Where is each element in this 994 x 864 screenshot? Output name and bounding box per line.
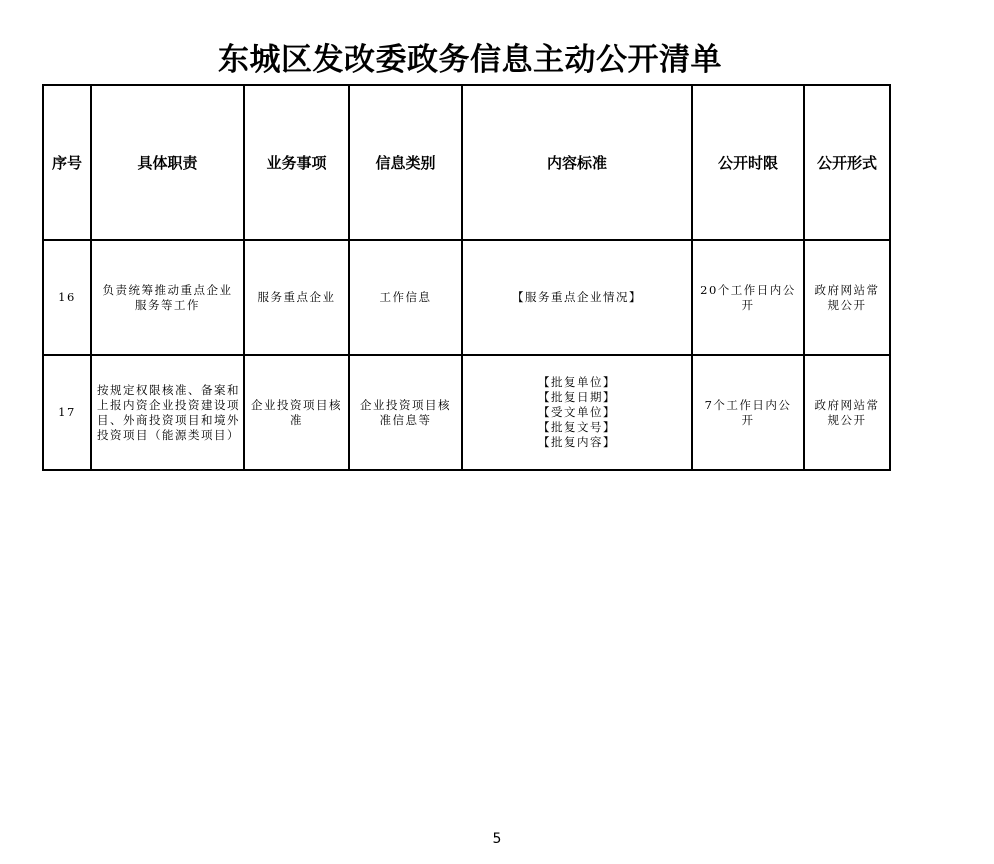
page-number: 5 bbox=[492, 831, 502, 847]
header-standard: 内容标准 bbox=[462, 85, 692, 240]
row-standard bbox=[462, 240, 692, 355]
standard-item: 【批复日期】 bbox=[538, 390, 616, 404]
table-row bbox=[43, 355, 890, 470]
header-matter: 业务事项 bbox=[244, 85, 349, 240]
header-category: 信息类别 bbox=[349, 85, 462, 240]
row-form: 政府网站常规公开 bbox=[804, 355, 890, 470]
row-deadline: 20个工作日内公开 bbox=[692, 240, 804, 355]
row-duty: 负责统筹推动重点企业服务等工作 bbox=[91, 240, 244, 355]
row-matter: 企业投资项目核准 bbox=[244, 355, 349, 470]
page-title: 东城区发改委政务信息主动公开清单 bbox=[218, 42, 722, 78]
row-category: 企业投资项目核准信息等 bbox=[349, 355, 462, 470]
disclosure-table bbox=[42, 84, 891, 471]
header-form: 公开形式 bbox=[804, 85, 890, 240]
row-deadline: 7个工作日内公开 bbox=[692, 355, 804, 470]
row-duty: 按规定权限核准、备案和上报内资企业投资建设项目、外商投资项目和境外投资项目（能源类项目） bbox=[91, 355, 244, 470]
standard-item: 【批复内容】 bbox=[538, 435, 616, 449]
header-no: 序号 bbox=[43, 85, 91, 240]
row-standard bbox=[462, 355, 692, 470]
row-no: 17 bbox=[43, 355, 91, 470]
standard-item: 【受文单位】 bbox=[538, 405, 616, 419]
table-header-row bbox=[43, 85, 890, 240]
standard-item: 【批复文号】 bbox=[538, 420, 616, 434]
standard-item: 【批复单位】 bbox=[538, 375, 616, 389]
header-deadline: 公开时限 bbox=[692, 85, 804, 240]
table-row bbox=[43, 240, 890, 355]
row-matter: 服务重点企业 bbox=[244, 240, 349, 355]
standard-item: 【服务重点企业情况】 bbox=[512, 290, 642, 304]
row-no: 16 bbox=[43, 240, 91, 355]
row-form: 政府网站常规公开 bbox=[804, 240, 890, 355]
header-duty: 具体职责 bbox=[91, 85, 244, 240]
row-category: 工作信息 bbox=[349, 240, 462, 355]
